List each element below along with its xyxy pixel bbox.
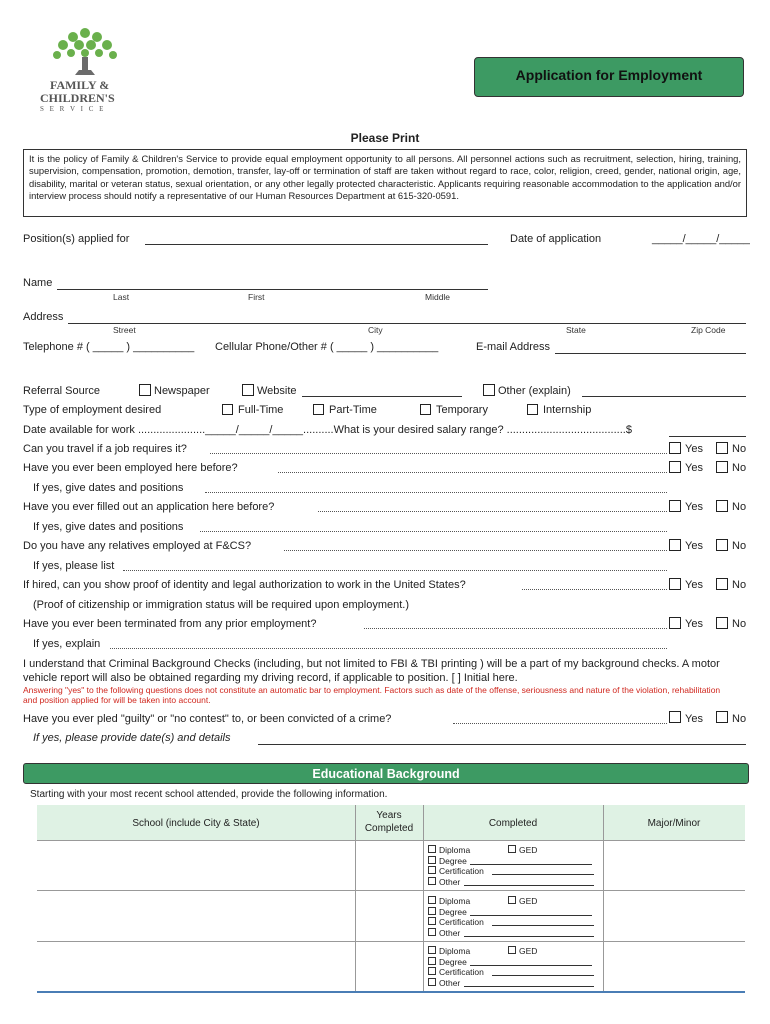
ged-label: GED [519, 896, 538, 906]
referral-label: Referral Source [23, 385, 101, 397]
question-no-checkbox[interactable] [716, 442, 728, 454]
edu-completed-cell [428, 946, 598, 988]
other-edu-checkbox[interactable] [428, 877, 436, 885]
col-years-header: Years Completed [364, 810, 414, 834]
row-divider [37, 941, 745, 942]
diploma-label: Diploma [439, 896, 471, 906]
question-dots[interactable] [364, 619, 667, 629]
question-dots[interactable] [522, 580, 667, 590]
col-major-header: Major/Minor [647, 818, 701, 829]
address-input[interactable] [68, 312, 746, 324]
policy-box [23, 149, 747, 217]
crime-question: Have you ever pled "guilty" or "no contest" to, or been convicted of a crime? [23, 713, 392, 725]
question-yes-checkbox[interactable] [669, 461, 681, 473]
ged-checkbox[interactable] [508, 896, 516, 904]
other-edu-input[interactable] [464, 936, 594, 937]
tree-logo-icon [45, 25, 125, 80]
certification-label: Certification [439, 866, 484, 876]
ged-checkbox[interactable] [508, 946, 516, 954]
col-divider [603, 805, 604, 993]
crime-if-label: If yes, please provide date(s) and details [33, 732, 231, 744]
other-edu-label: Other [439, 977, 461, 988]
certification-input[interactable] [492, 925, 594, 926]
fulltime-checkbox[interactable] [222, 404, 233, 415]
crime-no-checkbox[interactable] [716, 711, 728, 723]
other-edu-checkbox[interactable] [428, 928, 436, 936]
question-label: Have you ever been employed here before? [23, 462, 238, 474]
question-yes-label: Yes [685, 501, 703, 513]
degree-input[interactable] [470, 965, 592, 966]
question-dots[interactable] [210, 444, 667, 454]
other-edu-label: Other [439, 876, 461, 887]
policy-text: It is the policy of Family & Children's Service to provide equal employment opportunity to all persons. All personnel actions such as recruitment, selection, hiring, training, supervision, compensation, promotion, demotion, transfer, lay-off or termination of staff are taken without regard to race, color, religion, creed, gender, national origin, age, disability, marital or veteran status, sexual orientation, or any other legally protected characteristic. Applicants requiring reasonable accommodation to the application and/or interview process should notify a representative of our Human Resources Department at 615-320-0591. [29, 153, 741, 202]
certification-checkbox[interactable] [428, 917, 436, 925]
name-label: Name [23, 277, 53, 289]
position-label: Position(s) applied for [23, 233, 130, 245]
question-yes-checkbox[interactable] [669, 578, 681, 590]
ged-label: GED [519, 845, 538, 855]
question-yes-label: Yes [685, 540, 703, 552]
question-yes-label: Yes [685, 462, 703, 474]
question-label: Do you have any relatives employed at F&CS? [23, 540, 252, 552]
certification-label: Certification [439, 967, 484, 977]
question-label: If hired, can you show proof of identity and legal authorization to work in the United States? [23, 579, 466, 591]
background-text: I understand that Criminal Background Checks (including, but not limited to FBI & TBI printing ) will be a part of my background checks. A motor vehicle report will also be obtained regarding my driving record, if applicable to position. [ ] Initial here. [23, 658, 720, 684]
degree-input[interactable] [470, 915, 592, 916]
question-label: If yes, give dates and positions [33, 482, 184, 494]
parttime-label: Part-Time [329, 404, 377, 416]
row-divider [37, 890, 745, 891]
other-edu-label: Other [439, 927, 461, 938]
degree-input[interactable] [470, 864, 592, 865]
question-no-label: No [732, 443, 747, 455]
certification-input[interactable] [492, 874, 594, 875]
question-yes-label: Yes [685, 618, 703, 630]
question-no-label: No [732, 540, 747, 552]
edu-completed-cell [428, 896, 598, 938]
zip-label: Zip Code [691, 325, 726, 335]
question-no-checkbox[interactable] [716, 500, 728, 512]
question-yes-label: Yes [685, 443, 703, 455]
certification-checkbox[interactable] [428, 967, 436, 975]
title-box [474, 57, 744, 97]
disclaimer-text: Answering "yes" to the following questions does not constitute an automatic bar to employment. Factors such as date of the offense, seriousness and nature of the violation, rehabilitation and position applied for will be taken into account. [23, 685, 721, 705]
education-table [37, 805, 745, 993]
question-label: If yes, give dates and positions [33, 521, 184, 533]
logo-line2: CHILDREN'S [40, 91, 115, 105]
edu-completed-cell [428, 845, 598, 887]
question-no-label: No [732, 501, 747, 513]
certification-label: Certification [439, 917, 484, 927]
question-no-label: No [732, 462, 747, 474]
please-print: Please Print [350, 131, 420, 145]
cell-field[interactable]: Cellular Phone/Other # ( _____ ) __________ [215, 341, 439, 353]
question-no-checkbox[interactable] [716, 578, 728, 590]
col-completed-header: Completed [488, 818, 538, 829]
last-label: Last [113, 292, 130, 302]
question-no-label: No [732, 618, 747, 630]
certification-input[interactable] [492, 975, 594, 976]
email-input[interactable] [555, 342, 746, 354]
other-edu-input[interactable] [464, 986, 594, 987]
degree-checkbox[interactable] [428, 957, 436, 965]
question-label: Have you ever been terminated from any prior employment? [23, 618, 317, 630]
address-label: Address [23, 311, 64, 323]
diploma-label: Diploma [439, 946, 471, 956]
other-label: Other (explain) [498, 385, 571, 397]
education-header [23, 763, 749, 784]
question-no-checkbox[interactable] [716, 461, 728, 473]
question-dots[interactable] [205, 483, 667, 493]
diploma-label: Diploma [439, 845, 471, 855]
col-divider [423, 805, 424, 993]
question-dots[interactable] [278, 463, 667, 473]
crime-yes-checkbox[interactable] [669, 711, 681, 723]
name-input[interactable] [57, 278, 488, 290]
logo [30, 20, 140, 115]
date-app-input[interactable]: _____/_____/_____ [652, 233, 750, 245]
street-label: Street [113, 325, 136, 335]
question-dots[interactable] [284, 541, 667, 551]
date-app-label: Date of application [510, 233, 602, 245]
col-divider [355, 805, 356, 993]
position-input[interactable] [145, 233, 488, 245]
other-edu-input[interactable] [464, 885, 594, 886]
date-available[interactable]: Date available for work ......................_____/_____/_____..........What is your desired salary range? .......................................$ [23, 424, 632, 436]
logo-line1: FAMILY & [50, 78, 110, 92]
degree-label: Degree [439, 956, 467, 967]
other-edu-checkbox[interactable] [428, 978, 436, 986]
parttime-checkbox[interactable] [313, 404, 324, 415]
col-school-header: School (include City & State) [132, 818, 260, 829]
website-input[interactable] [302, 385, 462, 397]
question-dots[interactable] [123, 561, 667, 571]
internship-label: Internship [543, 404, 592, 416]
website-checkbox[interactable] [242, 384, 254, 396]
degree-label: Degree [439, 906, 467, 917]
temporary-checkbox[interactable] [420, 404, 431, 415]
fulltime-label: Full-Time [238, 404, 284, 416]
question-yes-label: Yes [685, 579, 703, 591]
middle-label: Middle [425, 292, 451, 302]
newspaper-checkbox[interactable] [139, 384, 151, 396]
crime-yes-label: Yes [685, 713, 703, 725]
education-title: Educational Background [312, 767, 460, 781]
row-divider [37, 991, 745, 993]
crime-no-label: No [732, 713, 747, 725]
newspaper-label: Newspaper [154, 385, 210, 397]
logo-line3: S E R V I C E [40, 105, 106, 113]
ged-checkbox[interactable] [508, 845, 516, 853]
diploma-checkbox[interactable] [428, 845, 436, 853]
diploma-checkbox[interactable] [428, 946, 436, 954]
question-label: Can you travel if a job requires it? [23, 443, 187, 455]
question-yes-checkbox[interactable] [669, 539, 681, 551]
website-label: Website [257, 385, 297, 397]
education-intro: Starting with your most recent school attended, provide the following information. [30, 789, 388, 800]
question-yes-checkbox[interactable] [669, 442, 681, 454]
other-input[interactable] [582, 385, 746, 397]
question-label: (Proof of citizenship or immigration status will be required upon employment.) [33, 599, 409, 611]
telephone-field[interactable]: Telephone # ( _____ ) __________ [23, 341, 195, 353]
question-dots[interactable] [200, 522, 667, 532]
internship-checkbox[interactable] [527, 404, 538, 415]
first-label: First [248, 292, 265, 302]
crime-details-input[interactable] [258, 733, 746, 745]
degree-checkbox[interactable] [428, 856, 436, 864]
diploma-checkbox[interactable] [428, 896, 436, 904]
ged-label: GED [519, 946, 538, 956]
row-divider [37, 840, 745, 841]
question-label: If yes, please list [33, 560, 115, 572]
page-title: Application for Employment [515, 67, 703, 83]
city-label: City [368, 325, 383, 335]
other-checkbox[interactable] [483, 384, 495, 396]
question-yes-checkbox[interactable] [669, 617, 681, 629]
temporary-label: Temporary [436, 404, 488, 416]
salary-input[interactable] [669, 425, 746, 437]
question-label: Have you ever filled out an application here before? [23, 501, 275, 513]
question-label: If yes, explain [33, 638, 101, 650]
state-label: State [566, 325, 586, 335]
question-no-checkbox[interactable] [716, 539, 728, 551]
email-label: E-mail Address [476, 341, 550, 353]
employment-type-label: Type of employment desired [23, 404, 162, 416]
crime-dots [453, 714, 667, 724]
question-no-checkbox[interactable] [716, 617, 728, 629]
question-dots[interactable] [110, 639, 667, 649]
question-dots[interactable] [318, 502, 667, 512]
degree-checkbox[interactable] [428, 907, 436, 915]
certification-checkbox[interactable] [428, 866, 436, 874]
question-no-label: No [732, 579, 747, 591]
question-yes-checkbox[interactable] [669, 500, 681, 512]
degree-label: Degree [439, 855, 467, 866]
